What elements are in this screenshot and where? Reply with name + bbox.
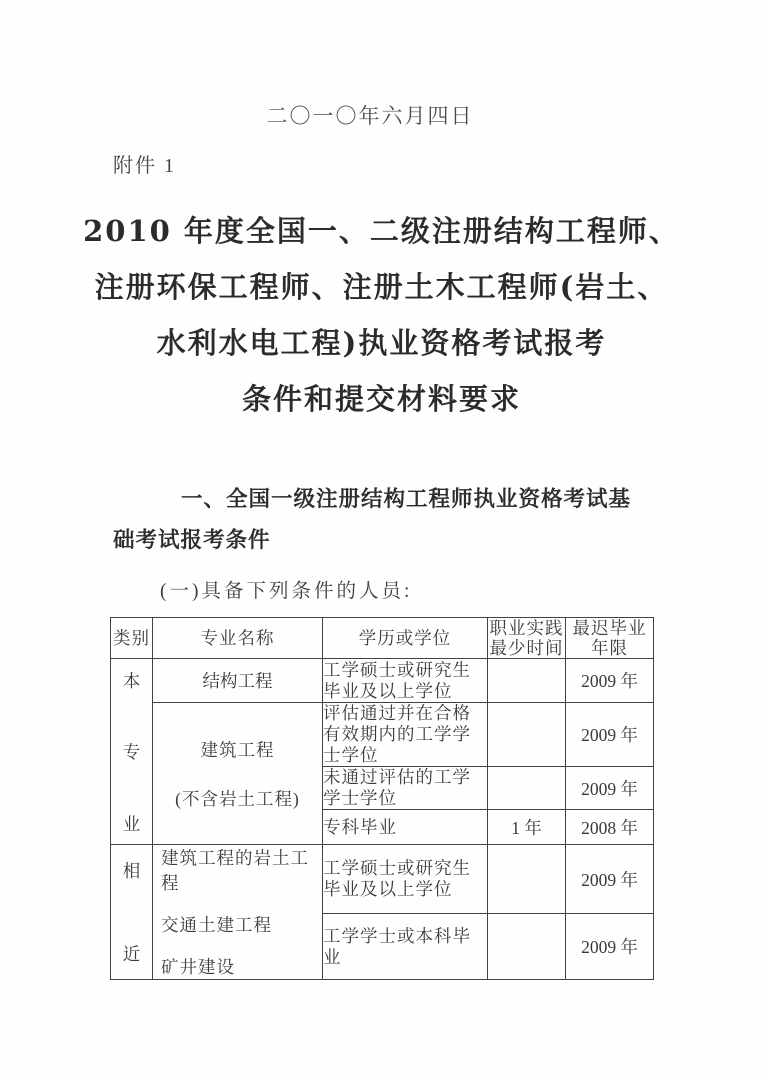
- degree-cell: 未通过评估的工学学士学位: [323, 767, 488, 810]
- major-cell-related: [153, 845, 323, 980]
- degree-cell: 工学学士或本科毕业: [323, 914, 488, 980]
- document-title: [60, 203, 703, 427]
- header-practice: [488, 618, 566, 659]
- year-cell: 2009 年: [566, 659, 654, 703]
- header-practice-line1: 职业实践: [489, 618, 564, 638]
- category-cell-xiangjin: [111, 845, 153, 980]
- practice-cell: [488, 703, 566, 767]
- attachment-label: 附件 1: [113, 155, 176, 177]
- title-line-2: 注册环保工程师、注册土木工程师(岩土、: [94, 270, 669, 304]
- section-heading: 一、全国一级注册结构工程师执业资格考试基础考试报考条件: [113, 487, 632, 552]
- title-line-4: 条件和提交材料要求: [241, 382, 521, 416]
- major-cell-structural: 结构工程: [153, 659, 323, 703]
- title-line-3: 水利水电工程)执业资格考试报考: [156, 326, 607, 360]
- degree-cell: 评估通过并在合格有效期内的工学学士学位: [323, 703, 488, 767]
- practice-cell: [488, 659, 566, 703]
- category-char: 专: [122, 742, 141, 762]
- major-name-line: 矿井建设: [161, 957, 235, 977]
- category-char: 业: [122, 813, 141, 834]
- major-name-line: 建筑工程: [200, 739, 275, 760]
- major-name-lines: [153, 845, 322, 979]
- category-char: 近: [122, 944, 141, 964]
- practice-cell: [488, 914, 566, 980]
- year-cell: 2009 年: [566, 767, 654, 810]
- category-char: 相: [122, 861, 141, 881]
- header-year: [566, 618, 654, 659]
- practice-cell: 1 年: [488, 810, 566, 845]
- header-practice-line2: 最少时间: [489, 638, 564, 658]
- header-year-line2: 年限: [591, 638, 628, 658]
- category-char: 本: [122, 670, 141, 691]
- header-category: 类别: [111, 618, 153, 659]
- requirements-table: [110, 617, 654, 980]
- header-degree: 学历或学位: [323, 618, 488, 659]
- major-name-line: (不含岩土工程): [175, 788, 300, 809]
- major-name-line: 交通土建工程: [161, 915, 272, 935]
- practice-cell: [488, 767, 566, 810]
- year-cell: 2009 年: [566, 914, 654, 980]
- category-chars: [111, 852, 152, 972]
- table-row: [111, 659, 654, 703]
- table-row: [111, 845, 654, 914]
- degree-cell: 工学硕士或研究生毕业及以上学位: [323, 659, 488, 703]
- header-year-line1: 最迟毕业: [572, 618, 647, 638]
- table-header-row: [111, 618, 654, 659]
- category-cell-benzhuanye: [111, 659, 153, 845]
- category-chars: [111, 662, 152, 842]
- year-cell: 2009 年: [566, 703, 654, 767]
- degree-cell: 工学硕士或研究生毕业及以上学位: [323, 845, 488, 914]
- major-name-line: 建筑工程的岩土工程: [161, 848, 309, 893]
- major-cell-architecture: [153, 703, 323, 845]
- header-major: 专业名称: [153, 618, 323, 659]
- table-row: [111, 703, 654, 767]
- degree-cell: 专科毕业: [323, 810, 488, 845]
- practice-cell: [488, 845, 566, 914]
- document-date: 二〇一〇年六月四日: [266, 104, 474, 128]
- major-name-lines: [153, 737, 322, 811]
- title-line-1: 2010 年度全国一、二级注册结构工程师、: [83, 214, 680, 248]
- year-cell: 2008 年: [566, 810, 654, 845]
- year-cell: 2009 年: [566, 845, 654, 914]
- list-intro: (一)具备下列条件的人员:: [160, 581, 413, 602]
